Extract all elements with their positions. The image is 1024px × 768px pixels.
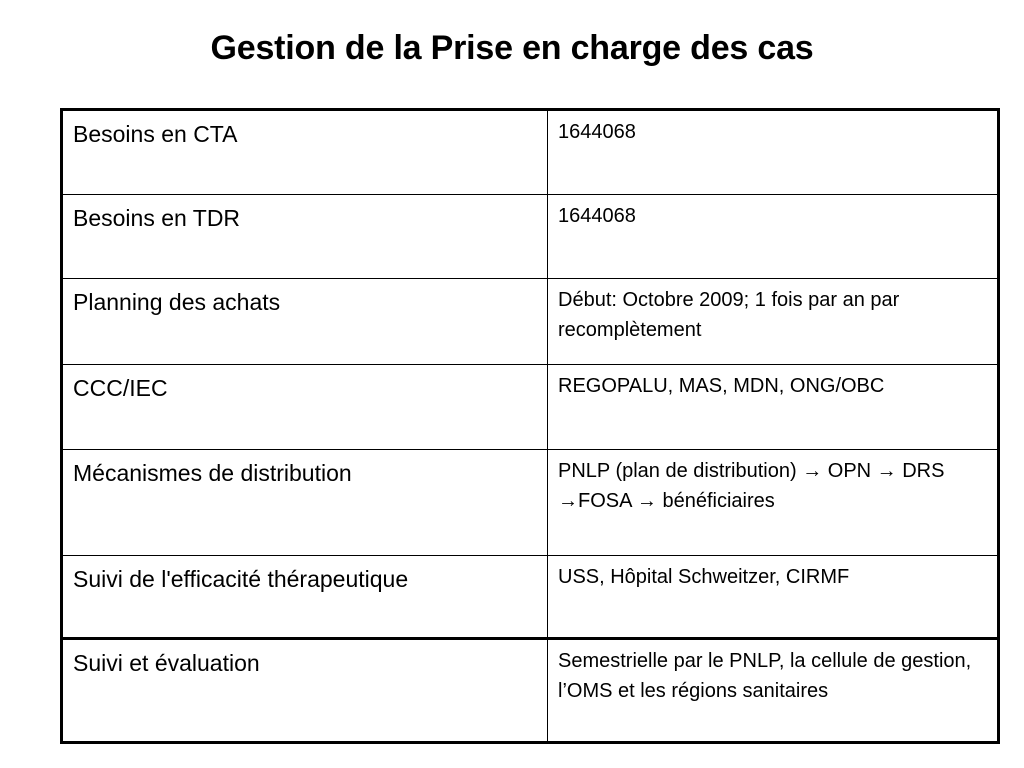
row-value: Semestrielle par le PNLP, la cellule de gestion, l’OMS et les régions sanitaires [548,639,999,743]
row-label: Suivi et évaluation [62,639,548,743]
row-label: Besoins en TDR [62,195,548,279]
table-row [62,639,999,743]
row-value: Début: Octobre 2009; 1 fois par an par recomplètement [548,279,999,365]
row-value: 1644068 [548,110,999,195]
table-row [62,195,999,279]
table-row [62,450,999,556]
table-row [62,110,999,195]
row-label: CCC/IEC [62,365,548,450]
row-label: Planning des achats [62,279,548,365]
table-row [62,556,999,639]
row-label: Mécanismes de distribution [62,450,548,556]
row-label: Suivi de l'efficacité thérapeutique [62,556,548,639]
case-management-table [60,108,1000,744]
row-value: 1644068 [548,195,999,279]
row-value: PNLP (plan de distribution) → OPN → DRS →FOSA → bénéficiaires [548,450,999,556]
row-value: USS, Hôpital Schweitzer, CIRMF [548,556,999,639]
row-value: REGOPALU, MAS, MDN, ONG/OBC [548,365,999,450]
table-row [62,365,999,450]
page-title: Gestion de la Prise en charge des cas [210,29,814,67]
table-row [62,279,999,365]
row-label: Besoins en CTA [62,110,548,195]
